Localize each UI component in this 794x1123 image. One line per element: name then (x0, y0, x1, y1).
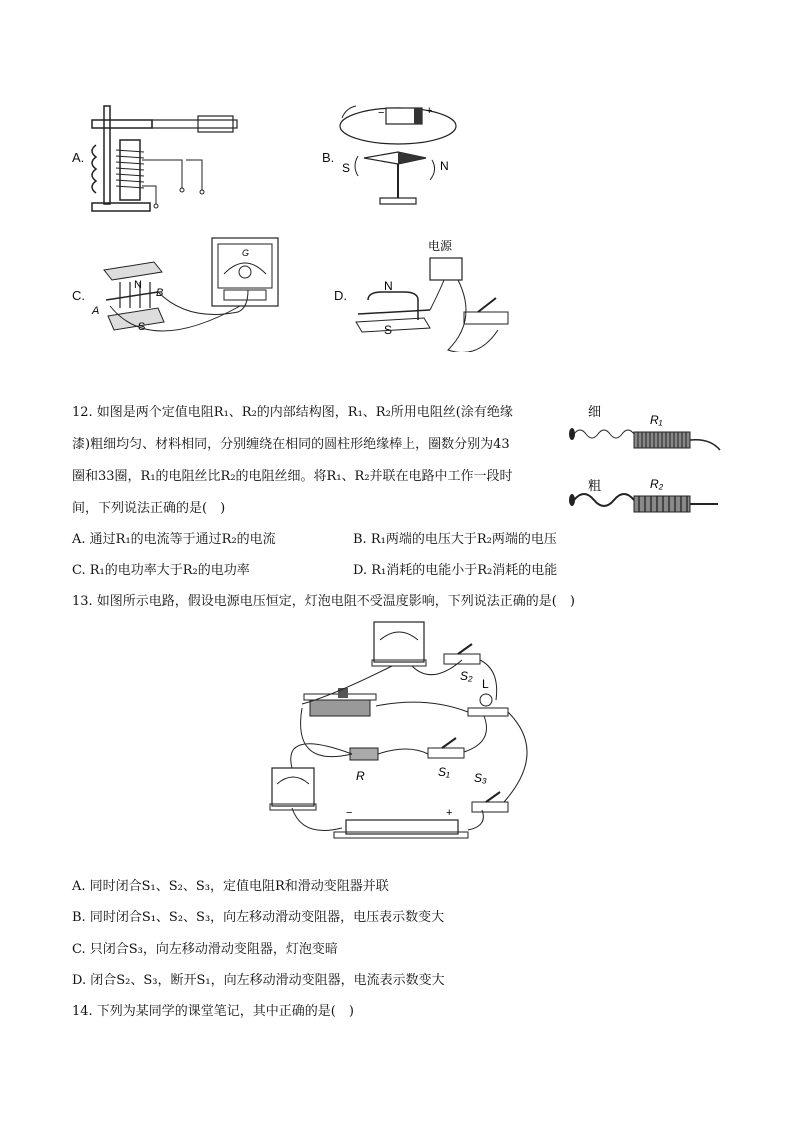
q12-stem-line-3: 圈和33圈，R₁的电阻丝比R₂的电阻丝细。将R₁、R₂并联在电路中工作一段时 (72, 469, 513, 484)
conductor-b-label: B (156, 287, 164, 299)
q12-choice-d[interactable]: D. R₁消耗的电能小于R₂消耗的电能 (353, 563, 558, 578)
motor-principle-figure (348, 234, 518, 352)
q12-stem-line-2: 漆)粗细均匀、材料相同，分别缠绕在相同的圆柱形绝缘棒上，圈数分别为43 (72, 437, 510, 452)
battery-plus: + (426, 105, 433, 117)
magnet-n-label-d: N (384, 279, 393, 293)
electromagnetic-relay-figure (86, 100, 246, 215)
thick-wire-label: 粗 (588, 478, 602, 493)
power-source-label: 电源 (428, 239, 453, 253)
q13-choice-b[interactable]: B. 同时闭合S₁、S₂、S₃，向左移动滑动变阻器，电压表示数变大 (72, 910, 445, 925)
magnet-s-label: S (138, 321, 146, 333)
switch-s2-label: S₂ (460, 669, 473, 683)
q13-choice-c[interactable]: C. 只闭合S₃，向左移动滑动变阻器，灯泡变暗 (72, 942, 338, 957)
thin-wire-label: 细 (588, 404, 602, 419)
electromagnetic-induction-figure (86, 232, 286, 347)
q13-stem: 13. 如图所示电路，假设电源电压恒定，灯泡电阻不受温度影响，下列说法正确的是( ) (72, 594, 575, 609)
q12-choice-a[interactable]: A. 通过R₁的电流等于通过R₂的电流 (72, 532, 276, 547)
circuit-diagram-figure (262, 616, 538, 842)
battery-minus-q13: − (346, 807, 353, 819)
switch-s3-label: S₃ (474, 771, 487, 785)
option-c-label: C. (72, 288, 85, 303)
needle-s-label: S (342, 161, 351, 175)
lamp-l-label: L (482, 677, 489, 691)
option-d-label: D. (334, 288, 347, 303)
battery-plus-q13: + (446, 807, 453, 819)
q14-stem: 14. 下列为某同学的课堂笔记，其中正确的是( ) (72, 1004, 354, 1019)
q13-choice-d[interactable]: D. 闭合S₂、S₃，断开S₁，向左移动滑动变阻器，电流表示数变大 (72, 973, 445, 988)
needle-n-label: N (440, 159, 449, 173)
galvanometer-g-label: G (242, 248, 250, 258)
magnet-s-label-d: S (384, 323, 393, 337)
resistor-r-label: R (356, 769, 365, 783)
switch-s1-label: S₁ (438, 765, 450, 779)
oersted-experiment-figure (336, 98, 466, 213)
q12-choice-c[interactable]: C. R₁的电功率大于R₂的电功率 (72, 563, 250, 578)
q12-choice-b[interactable]: B. R₁两端的电压大于R₂两端的电压 (353, 532, 557, 547)
r2-label: R₂ (650, 477, 664, 491)
resistor-structure-figure (562, 400, 728, 524)
option-b-label: B. (322, 150, 335, 165)
q12-stem-line-4: 间，下列说法正确的是( ) (72, 501, 226, 516)
conductor-a-label: A (92, 305, 100, 317)
q13-choice-a[interactable]: A. 同时闭合S₁、S₂、S₃，定值电阻R和滑动变阻器并联 (72, 879, 389, 894)
battery-minus: − (378, 107, 385, 119)
option-a-label: A. (72, 150, 85, 165)
magnet-n-label: N (134, 279, 142, 291)
r1-label: R₁ (650, 413, 663, 427)
q12-stem-line-1: 12. 如图是两个定值电阻R₁、R₂的内部结构图，R₁、R₂所用电阻丝(涂有绝缘 (72, 405, 513, 420)
